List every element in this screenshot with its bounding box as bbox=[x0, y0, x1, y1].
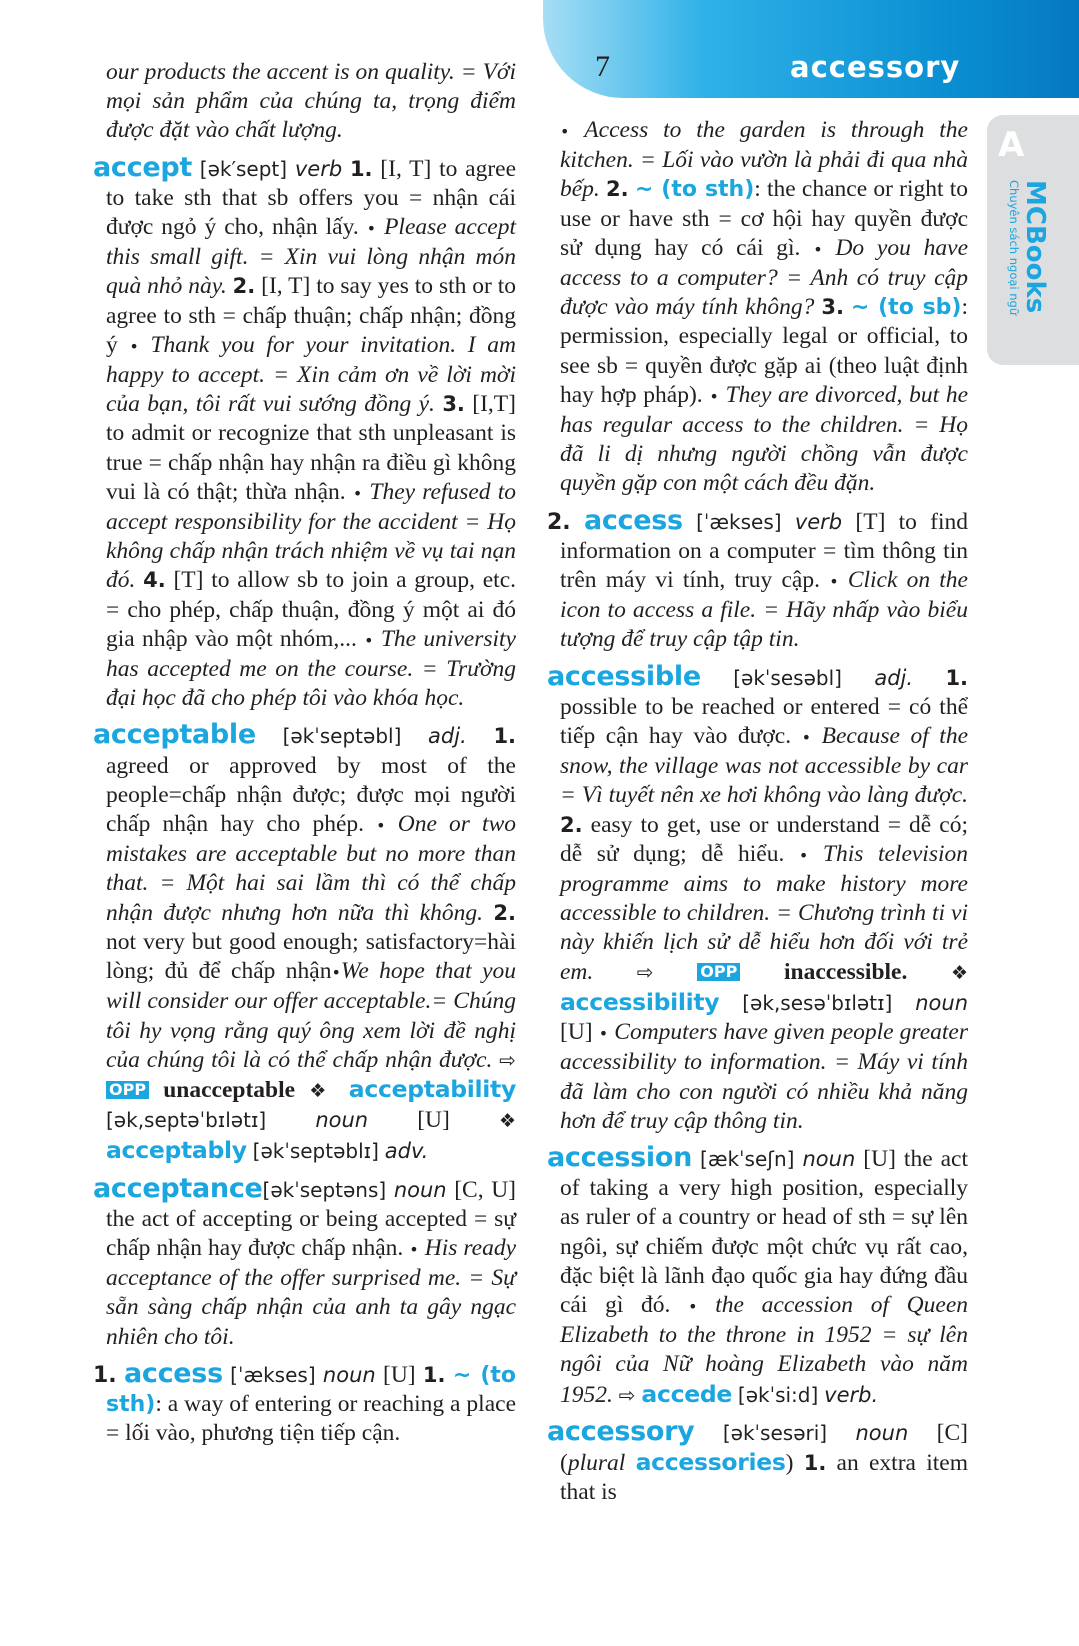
example: Please accept this small gift. = Xin vui lòng nhận món quà nhỏ này. bbox=[106, 214, 517, 300]
cross-reference: accede bbox=[641, 1379, 733, 1408]
entry-accession bbox=[547, 1143, 968, 1410]
publisher-name: MCBooks bbox=[1020, 180, 1050, 314]
diamond-icon: ❖ bbox=[950, 961, 969, 984]
bullet-icon: • bbox=[598, 1024, 609, 1044]
entry-acceptable bbox=[93, 720, 516, 1166]
pronunciation: [ək,septəˈbɪlətɪ] bbox=[106, 1108, 267, 1133]
definition: [I,T] to admit or recognize that sth unpleasant is true = chấp nhận hay nhận ra điều gì không vui là có thật; thừa nhận. bbox=[106, 391, 516, 505]
plural-label: plural bbox=[567, 1449, 626, 1476]
sense-number: 2. bbox=[232, 274, 256, 299]
example: We hope that you will consider our offer acceptable.= Chúng tôi hy vọng rằng quý ông xem lời đề nghị của chúng tôi là có thể chấp nhận được. bbox=[106, 958, 516, 1073]
bullet-icon: • bbox=[688, 1296, 698, 1316]
continued-text: our products the accent is on quality. = Với mọi sản phẩm của chúng ta, trọng điểm được đặt vào chất lượng. bbox=[106, 59, 516, 144]
part-of-speech: adv. bbox=[384, 1139, 429, 1164]
grammar-code: [U] bbox=[368, 1107, 499, 1134]
homograph-number: 2. bbox=[547, 509, 571, 535]
right-column bbox=[547, 116, 968, 1514]
bullet-icon: • bbox=[352, 483, 363, 503]
sense-number: 4. bbox=[143, 568, 166, 593]
definition: possible to be reached or entered = có thể tiếp cận hay vào được. bbox=[560, 693, 968, 750]
pronunciation: [əkˈsi:d] bbox=[737, 1382, 819, 1407]
example: His ready acceptance of the offer surprised me. = Sự sẵn sàng chấp nhận của anh ta gây ngạc nhiên cho tôi. bbox=[106, 1234, 517, 1350]
part-of-speech: verb bbox=[294, 156, 343, 181]
headword: acceptable bbox=[93, 719, 256, 751]
entry-accessible bbox=[547, 662, 968, 1136]
diamond-icon: ❖ bbox=[498, 1110, 517, 1133]
example: Thank you for your invitation. I am happy to accept. = Xin cảm ơn về lời mời của bạn, tôi rất vui sướng đồng ý. bbox=[106, 331, 516, 418]
derived-headword: acceptability bbox=[348, 1074, 516, 1103]
arrow-right-icon: ⇨ bbox=[636, 959, 654, 984]
example: One or two mistakes are acceptable but no more than that. = Một hai sai lầm thì có thể chấp nhận được nhưng hơn nữa thì không. bbox=[106, 811, 517, 926]
definition: [T] to allow sb to join a group, etc. = cho phép, chấp thuận, đồng ý một ai đó gia nhập vào một nhóm,... bbox=[106, 567, 517, 652]
definition: an extra item that is bbox=[560, 1449, 968, 1506]
definition: agreed or approved by most of the people=chấp nhận được; được mọi người chấp nhận hay cho phép. bbox=[106, 752, 516, 838]
headword: accessory bbox=[547, 1415, 695, 1447]
homograph-number: 1. bbox=[93, 1362, 117, 1388]
entry-accept bbox=[93, 153, 516, 714]
sense-number: 3. bbox=[442, 392, 465, 417]
headword: accession bbox=[547, 1141, 693, 1173]
part-of-speech: noun bbox=[393, 1177, 447, 1202]
entry-access-verb bbox=[547, 506, 968, 655]
part-of-speech: noun bbox=[802, 1146, 856, 1171]
part-of-speech: noun bbox=[855, 1420, 909, 1445]
page-number: 7 bbox=[595, 50, 610, 83]
pronunciation: [ək′sept] bbox=[199, 156, 288, 181]
opposite-badge: OPP bbox=[697, 963, 740, 981]
bullet-icon: • bbox=[709, 386, 719, 406]
sense-number: 1. bbox=[803, 1450, 827, 1475]
part-of-speech: noun bbox=[322, 1362, 376, 1387]
definition: not very but good enough; satisfactory=hài lòng; đủ để chấp nhận bbox=[106, 928, 516, 985]
entry-acceptance bbox=[93, 1174, 516, 1352]
definition: easy to get, use or understand = dễ có; dễ sử dụng; dễ hiểu. bbox=[560, 811, 968, 867]
pronunciation: [ˈækses] bbox=[696, 509, 782, 534]
definition: [I, T] to say yes to sth or to agree to sth = chấp thuận; chấp nhận; đồng ý bbox=[106, 273, 516, 358]
sense-number: 1. bbox=[349, 156, 373, 181]
pronunciation: [ˈækses] bbox=[230, 1362, 316, 1387]
example: Access to the garden is through the kitchen. = Lối vào vườn là phải đi qua nhà bếp. bbox=[560, 117, 968, 203]
bullet-icon: • bbox=[560, 122, 570, 141]
bullet-icon: • bbox=[798, 845, 809, 865]
pronunciation: [əkˈseptəblɪ] bbox=[252, 1139, 379, 1164]
part-of-speech: noun bbox=[315, 1108, 369, 1133]
sense-number: 3. bbox=[821, 295, 844, 320]
example: Do you have access to a computer? = Anh có truy cập được vào máy tính không? bbox=[560, 234, 969, 321]
arrow-right-icon: ⇨ bbox=[499, 1047, 517, 1072]
entry-access-noun-continued bbox=[547, 116, 968, 499]
part-of-speech: adj. bbox=[874, 665, 914, 690]
pronunciation: [ækˈseʃn] bbox=[700, 1146, 795, 1171]
usage-pattern: ~ (to sth) bbox=[106, 1362, 517, 1417]
plural-form: accessories bbox=[635, 1447, 786, 1476]
definition: [U] the act of taking a very high position, especially as ruler of a country or head of sth = sự lên ngôi, sự chiếm được một chức vụ rất cao, đặc biệt là lãnh đạo quốc gia hay đứng đầu cái gì đó. bbox=[560, 1145, 969, 1318]
grammar-code: [C] ( bbox=[560, 1419, 968, 1476]
example: They refused to accept responsibility for the accident = Họ không chấp nhận trách nhiệm về vụ tai nạn đó. bbox=[106, 478, 516, 594]
usage-pattern: ~ (to sb) bbox=[850, 295, 962, 321]
sense-number: 2. bbox=[493, 900, 516, 925]
sense-number: 1. bbox=[493, 724, 517, 749]
entry-access-noun bbox=[93, 1359, 516, 1449]
definition: : the chance or right to use or have sth = cơ hội hay quyền được sử dụng hay có cái gì. bbox=[560, 176, 969, 261]
guide-word: accessory bbox=[790, 50, 961, 84]
headword: access bbox=[123, 1357, 223, 1389]
bullet-icon: • bbox=[129, 336, 139, 356]
sense-number: 1. bbox=[945, 665, 969, 690]
example: The university has accepted me on the course. = Trường đại học đã cho phép tôi vào khóa học. bbox=[106, 625, 516, 712]
part-of-speech: adj. bbox=[428, 724, 467, 749]
bullet-icon: • bbox=[801, 728, 812, 748]
headword: access bbox=[583, 504, 683, 536]
pronunciation: [əkˈseptəns] bbox=[262, 1177, 387, 1202]
entry-accessory bbox=[547, 1417, 968, 1508]
bullet-icon: • bbox=[364, 630, 374, 650]
headword: acceptance bbox=[93, 1172, 263, 1204]
pronunciation: [əkˈseptəbl] bbox=[282, 724, 402, 749]
usage-pattern: ~ (to sth) bbox=[634, 177, 755, 203]
part-of-speech: noun bbox=[915, 990, 969, 1015]
grammar-code: [U] bbox=[375, 1361, 423, 1388]
definition: [T] to find information on a computer = tìm thông tin trên máy vi tính, truy cập. bbox=[560, 508, 969, 594]
sense-number: 1. bbox=[422, 1362, 446, 1387]
pronunciation: [əkˈsesəri] bbox=[722, 1420, 828, 1445]
bullet-icon: • bbox=[813, 239, 823, 259]
arrow-right-icon: ⇨ bbox=[618, 1382, 636, 1407]
bullet-icon: • bbox=[376, 816, 386, 836]
left-column bbox=[93, 58, 516, 1455]
opposite-badge: OPP bbox=[106, 1081, 149, 1099]
headword: accept bbox=[93, 151, 192, 183]
pronunciation: [ək,sesəˈbɪlətɪ] bbox=[742, 990, 893, 1015]
definition: : permission, especially legal or official, to see sb = quyền được gặp ai (theo luật định hay hợp pháp). bbox=[560, 294, 969, 408]
bullet-icon: • bbox=[409, 1239, 419, 1259]
example: Because of the snow, the village was not accessible by car = Vì tuyết nên xe hơi không vào làng được. bbox=[560, 723, 969, 809]
headword: accessible bbox=[547, 660, 701, 692]
part-of-speech: verb bbox=[794, 509, 843, 534]
section-letter: A bbox=[998, 125, 1025, 165]
definition: [C, U] the act of accepting or being accepted = sự chấp nhận hay được chấp nhận. bbox=[106, 1176, 517, 1261]
sense-number: 2. bbox=[560, 812, 583, 837]
example: They are divorced, but he has regular access to the children. = Họ đã li dị nhưng người chồng vẫn được quyền gặp con một cách đều đặn. bbox=[560, 381, 968, 497]
example: the accession of Queen Elizabeth to the throne in 1952 = sự lên ngôi của Nữ hoàng Elizabeth vào năm 1952. bbox=[560, 1291, 969, 1408]
grammar-code: ) bbox=[785, 1449, 804, 1476]
publisher-tagline: Chuyên sách ngoại ngữ bbox=[1007, 180, 1021, 316]
example: Computers have given people greater accessibility to information. = Máy vi tính đã làm cho con người có nhiều khả năng hơn để truy cập thông tin. bbox=[560, 1019, 968, 1134]
derived-headword: acceptably bbox=[106, 1136, 247, 1165]
definition: : a way of entering or reaching a place = lối vào, phương tiện tiếp cận. bbox=[106, 1390, 516, 1447]
opposite-word: inaccessible. bbox=[783, 958, 908, 985]
sense-number: 2. bbox=[606, 177, 629, 202]
definition: [I, T] to agree to take sth that sb offers you = nhận cái được ngỏ ý cho, nhận lấy. bbox=[106, 155, 517, 241]
pronunciation: [əkˈsesəbl] bbox=[733, 665, 842, 690]
grammar-code: [U] bbox=[560, 1019, 599, 1046]
bullet-icon: • bbox=[829, 572, 839, 592]
example: Click on the icon to access a file. = Hãy nhấp vào biểu tượng để truy cập tập tin. bbox=[560, 567, 968, 653]
derived-headword: accessibility bbox=[560, 987, 720, 1016]
opposite-word: unacceptable bbox=[163, 1076, 296, 1103]
bullet-icon: • bbox=[331, 963, 341, 983]
example: This television programme aims to make history more accessible to children. = Chương trình ti vi này khiến lịch sử dễ hiểu hơn đối với trẻ em. bbox=[560, 840, 969, 985]
part-of-speech: verb. bbox=[824, 1382, 879, 1407]
diamond-icon: ❖ bbox=[309, 1079, 335, 1102]
bullet-icon: • bbox=[366, 219, 377, 239]
